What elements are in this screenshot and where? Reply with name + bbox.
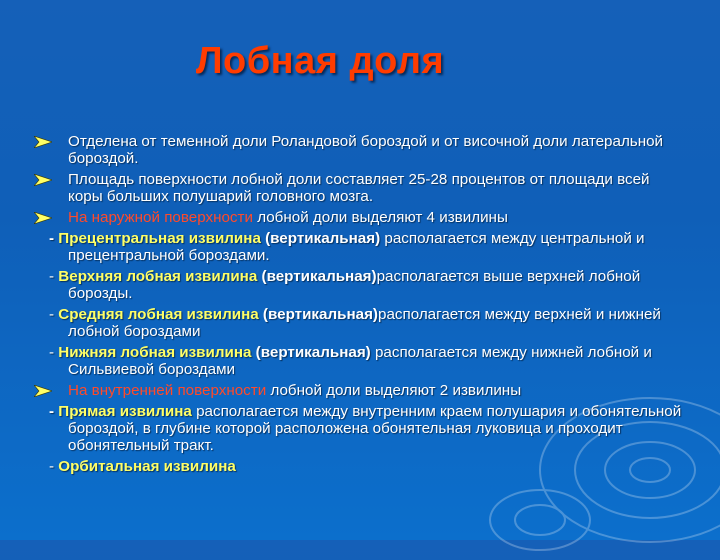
term-description: располагается выше верхней лобной борозды. — [68, 268, 641, 302]
term-description: располагается между нижней лобной и Сильвиевой бороздами — [68, 344, 652, 378]
arrow-bullet-icon — [34, 136, 52, 148]
sub-item — [34, 230, 684, 264]
dash: - — [49, 230, 59, 247]
term-orientation: (вертикальная) — [257, 268, 377, 285]
list-item-text: Площадь поверхности лобной доли составляет 25-28 процентов от площади всей коры больших полушарий головного мозга. — [68, 171, 650, 205]
term-description: располагается между верхней и нижней лобной бороздами — [68, 306, 661, 340]
dash: - — [49, 458, 59, 475]
arrow-bullet-icon — [34, 212, 52, 224]
list-item-text: Отделена от теменной доли Роландовой бороздой и от височной доли латеральной бороздой. — [68, 133, 664, 167]
list-item — [34, 382, 684, 399]
term-name: Средняя лобная извилина — [58, 306, 259, 323]
term-name: Прямая извилина — [58, 403, 192, 420]
term-name: Нижняя лобная извилина — [58, 344, 252, 361]
list-item — [34, 133, 684, 167]
highlight-text: На наружной поверхности — [68, 209, 253, 226]
sub-item — [34, 403, 684, 454]
term-description: располагается между внутренним краем полушария и обонятельной бороздой, в глубине которой расположена обонятельная луковица и проходит обонятельный тракт. — [68, 403, 682, 454]
term-orientation: (вертикальная) — [258, 306, 378, 323]
arrow-bullet-icon — [34, 174, 52, 186]
dash: - — [49, 306, 59, 323]
slide-content — [34, 133, 684, 479]
term-name: Верхняя лобная извилина — [58, 268, 258, 285]
term-name: Орбитальная извилина — [58, 458, 236, 475]
list-item-text: лобной доли выделяют 4 извилины — [252, 209, 508, 226]
term-name: Прецентральная извилина — [58, 230, 261, 247]
highlight-text: На внутренней поверхности — [68, 382, 267, 399]
sub-item — [34, 268, 684, 302]
term-orientation: (вертикальная) — [251, 344, 371, 361]
dash: - — [49, 344, 59, 361]
sub-item — [34, 306, 684, 340]
arrow-bullet-icon — [34, 385, 52, 397]
term-description: располагается между центральной и прецентральной бороздами. — [68, 230, 645, 264]
slide-title: Лобная доля — [195, 40, 445, 82]
list-item-text: лобной доли выделяют 2 извилины — [266, 382, 522, 399]
list-item — [34, 209, 684, 226]
sub-item — [34, 458, 684, 475]
sub-item — [34, 344, 684, 378]
term-orientation: (вертикальная) — [260, 230, 381, 247]
dash: - — [49, 268, 59, 285]
list-item — [34, 171, 684, 205]
dash: - — [49, 403, 59, 420]
